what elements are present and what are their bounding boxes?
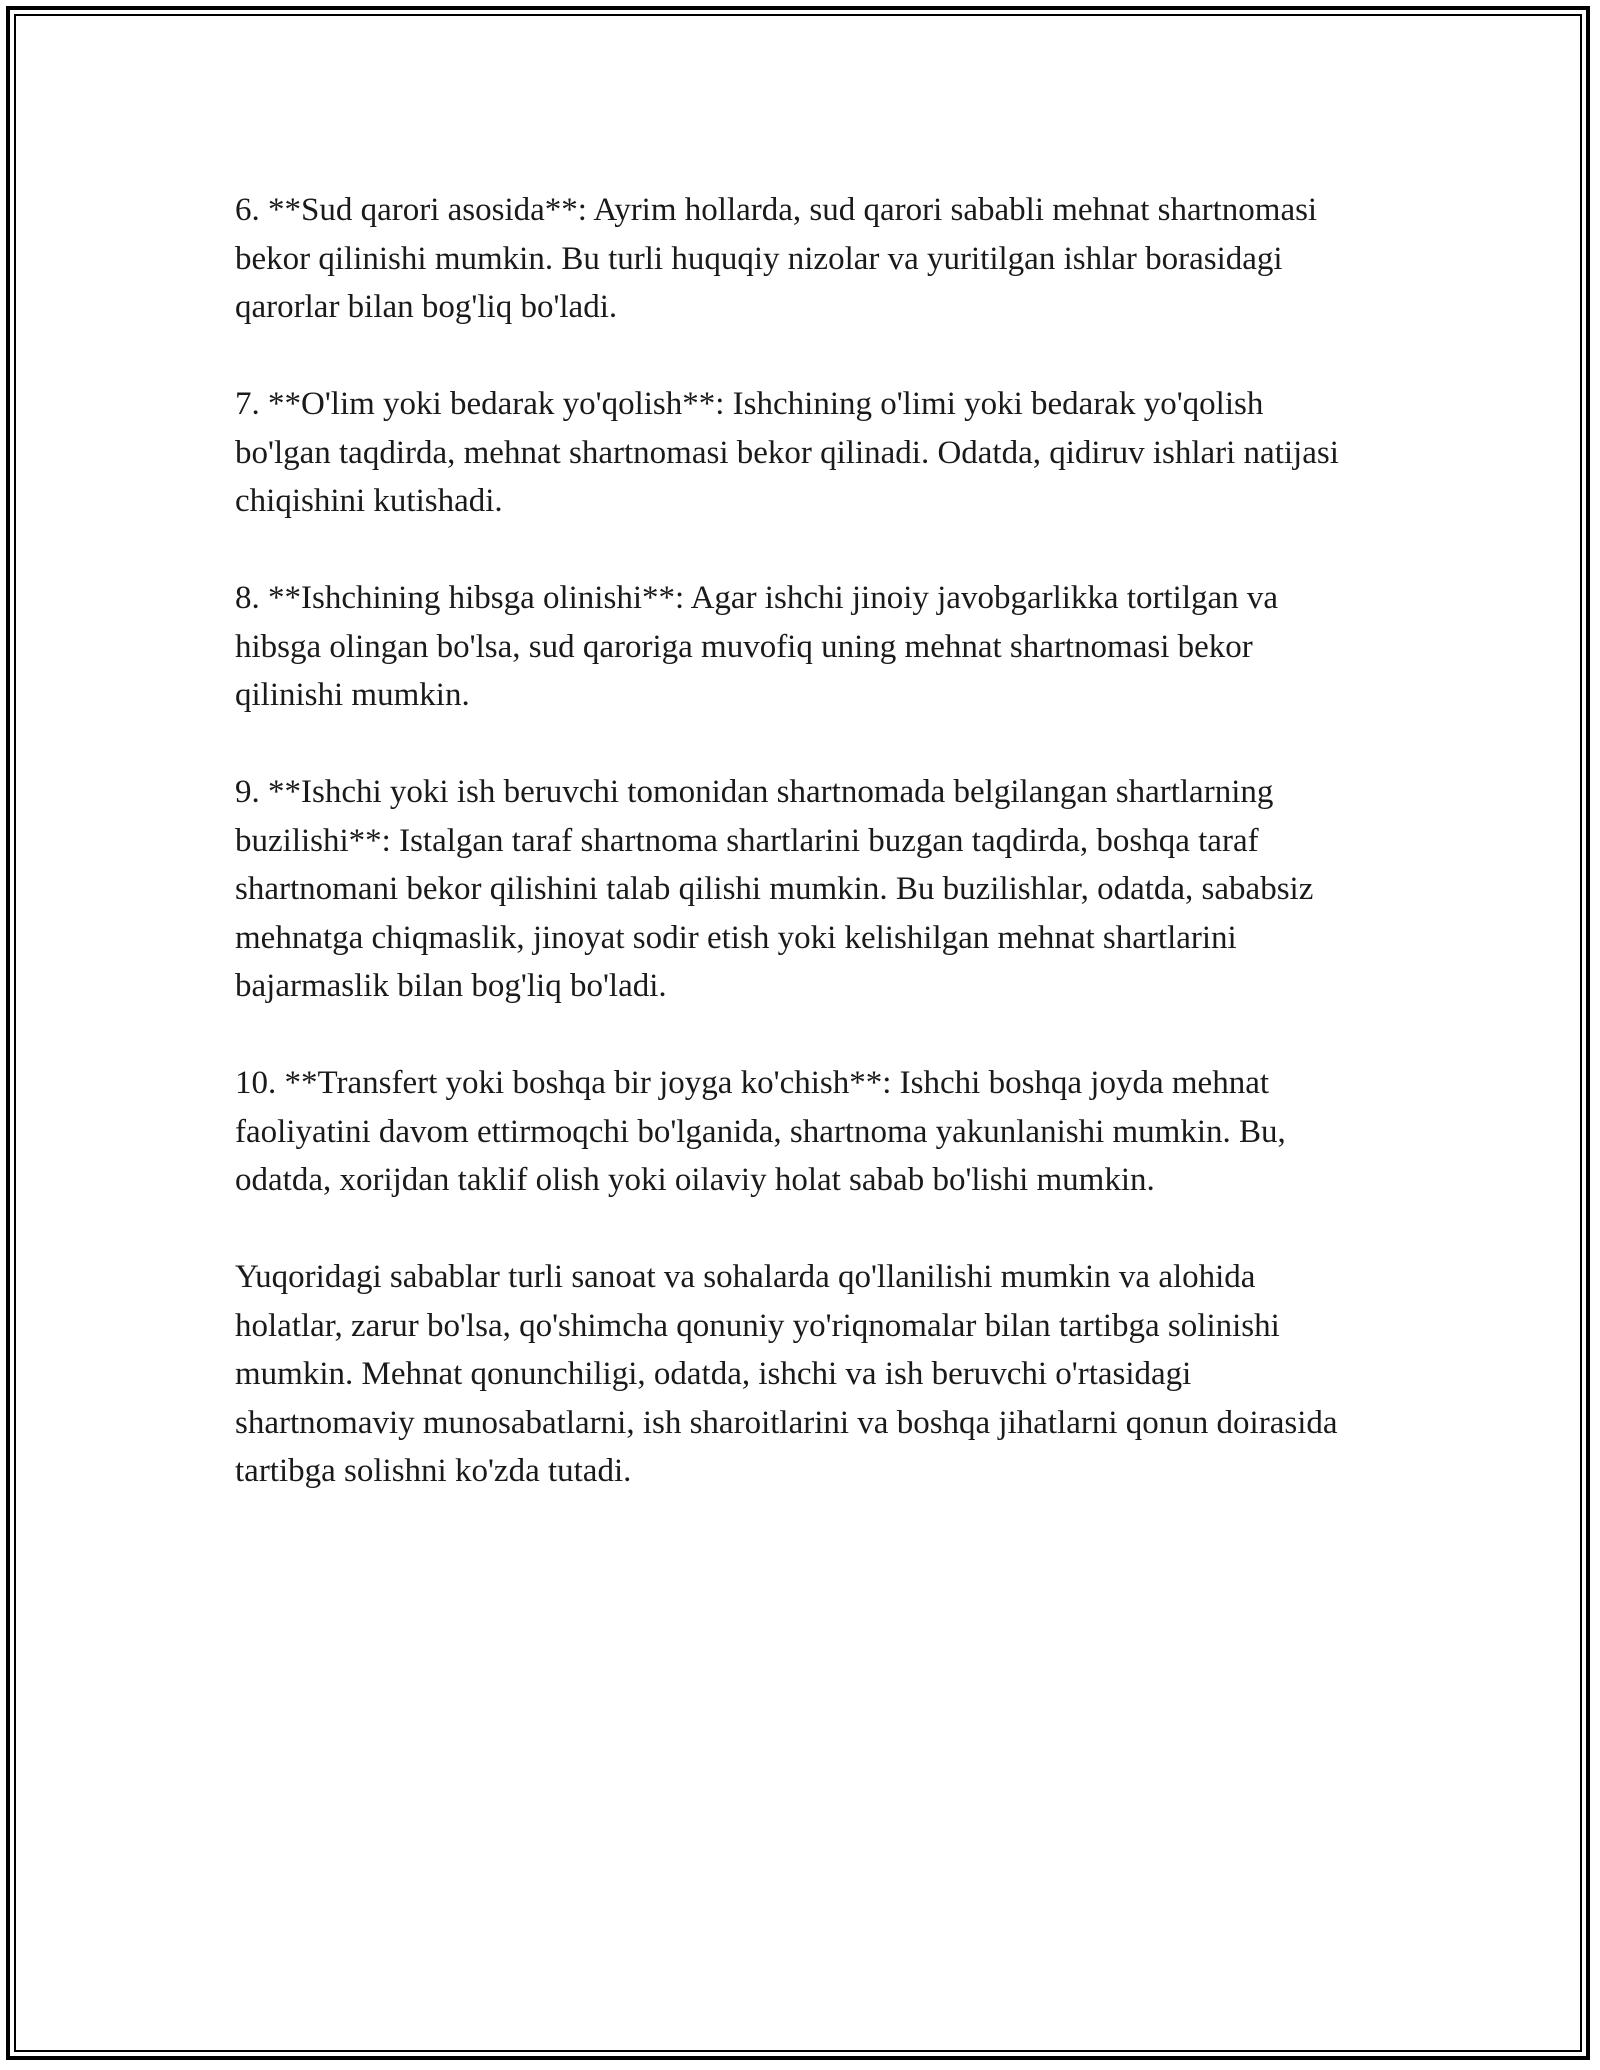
paragraph-item-8: 8. **Ishchining hibsga olinishi**: Agar ishchi jinoiy javobgarlikka tortilgan va hibsga olingan bo'lsa, sud qaroriga muvofiq uning mehnat shartnomasi bekor qilinishi mumkin. (235, 580, 1279, 713)
paragraph-item-10: 10. **Transfert yoki boshqa bir joyga ko'chish**: Ishchi boshqa joyda mehnat faoliyatini davom ettirmoqchi bo'lganida, shartnoma yakunlanishi mumkin. Bu, odatda, xorijdan taklif olish yoki oilaviy holat sabab bo'lishi mumkin. (235, 1065, 1286, 1198)
document-body (235, 186, 1365, 1544)
paragraph-item-7: 7. **O'lim yoki bedarak yo'qolish**: Ishchining o'limi yoki bedarak yo'qolish bo'lgan taqdirda, mehnat shartnomasi bekor qilinadi. Odatda, qidiruv ishlari natijasi chiqishini kutishadi. (235, 386, 1339, 519)
paragraph-item-9: 9. **Ishchi yoki ish beruvchi tomonidan shartnomada belgilangan shartlarning buzilishi**: Istalgan taraf shartnoma shartlarini buzgan taqdirda, boshqa taraf shartnomani bekor qilishini talab qilishi mumkin. Bu buzilishlar, odatda, sababsiz mehnatga chiqmaslik, jinoyat sodir etish yoki kelishilgan mehnat shartlarini bajarmaslik bilan bog'liq bo'ladi. (235, 774, 1314, 1004)
paragraph-item-6: 6. **Sud qarori asosida**: Ayrim hollarda, sud qarori sababli mehnat shartnomasi bekor qilinishi mumkin. Bu turli huquqiy nizolar va yuritilgan ishlar borasidagi qarorlar bilan bog'liq bo'ladi. (235, 192, 1318, 325)
paragraph-conclusion: Yuqoridagi sabablar turli sanoat va sohalarda qo'llanilishi mumkin va alohida holatlar, zarur bo'lsa, qo'shimcha qonuniy yo'riqnomalar bilan tartibga solinishi mumkin. Mehnat qonunchiligi, odatda, ishchi va ish beruvchi o'rtasidagi shartnomaviy munosabatlarni, ish sharoitlarini va boshqa jihatlarni qonun doirasida tartibga solishni ko'zda tutadi. (235, 1259, 1338, 1489)
